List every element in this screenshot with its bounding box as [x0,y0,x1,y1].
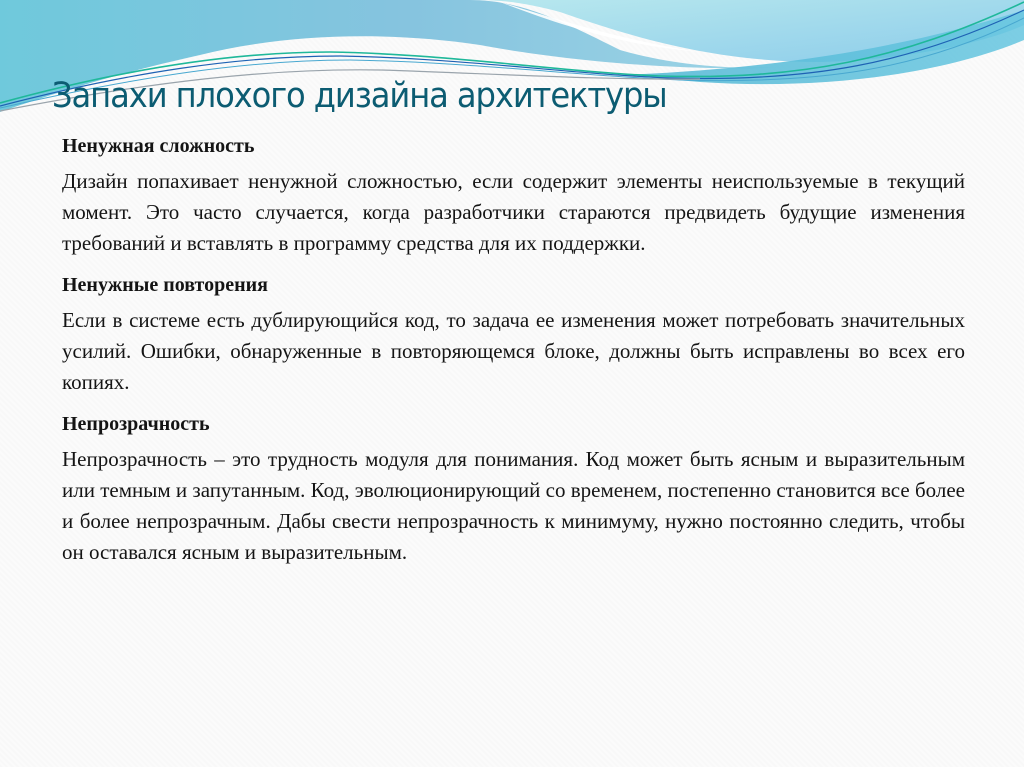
section-heading: Ненужная сложность [62,135,255,157]
section-unnecessary-repetition [62,269,965,398]
section-opacity [62,408,965,568]
slide-content [62,130,965,578]
section-heading: Непрозрачность [62,413,210,435]
section-unnecessary-complexity [62,130,965,259]
slide-title: Запахи плохого дизайна архитектуры [52,76,667,116]
section-body: Дизайн попахивает ненужной сложностью, если содержит элементы неиспользуемые в текущий момент. Это часто случается, когда разработчики стараются предвидеть будущие изменения требований и вставлять в программу средства для их поддержки. [62,169,965,255]
section-body: Непрозрачность – это трудность модуля для понимания. Код может быть ясным и выразительным или темным и запутанным. Код, эволюционирующий со временем, постепенно становится все более и более непрозрачным. Дабы свести непрозрачность к минимуму, нужно постоянно следить, чтобы он оставался ясным и выразительным. [62,447,965,564]
section-body: Если в системе есть дублирующийся код, то задача ее изменения может потребовать значительных усилий. Ошибки, обнаруженные в повторяющемся блоке, должны быть исправлены во всех его копиях. [62,308,965,394]
section-heading: Ненужные повторения [62,274,268,296]
